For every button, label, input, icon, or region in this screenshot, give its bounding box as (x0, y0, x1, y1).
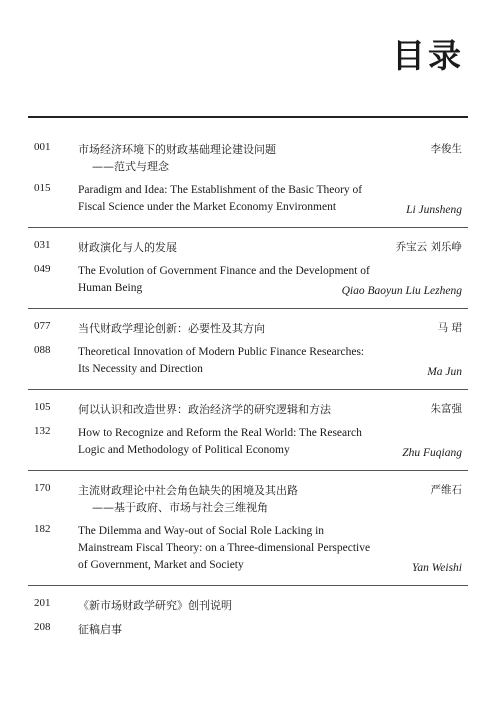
author-name: 严维石 (430, 484, 462, 496)
entry-title-line: How to Recognize and Reform the Real World: The Research (78, 427, 362, 439)
toc-group (28, 389, 468, 470)
page-number: 049 (34, 263, 51, 275)
entry-title-line: Human Being (78, 282, 143, 294)
author-name: Qiao Baoyun Liu Lezheng (341, 285, 462, 297)
author-name: 朱富强 (430, 403, 462, 415)
entry-title-line: 主流财政理论中社会角色缺失的困境及其出路 (78, 484, 298, 497)
toc-entry[interactable] (28, 523, 468, 574)
entry-title-line: ——范式与理念 (92, 160, 169, 173)
toc-entry[interactable] (28, 621, 468, 638)
page-number: 170 (34, 482, 51, 494)
title-divider (28, 116, 468, 118)
author-name: Ma Jun (427, 366, 462, 378)
toc-group (28, 470, 468, 585)
author-name: 李俊生 (430, 143, 462, 155)
page-number: 105 (34, 401, 51, 413)
toc-entry[interactable] (28, 320, 468, 337)
toc-entry[interactable] (28, 141, 468, 175)
entry-title-line: The Evolution of Government Finance and the Development of (78, 265, 370, 277)
page-number: 201 (34, 597, 51, 609)
page-number: 132 (34, 425, 51, 437)
entry-title-line: Its Necessity and Direction (78, 363, 203, 375)
table-of-contents (28, 130, 468, 649)
toc-entry[interactable] (28, 344, 468, 378)
entry-title-line: Theoretical Innovation of Modern Public Finance Researches: (78, 346, 365, 358)
entry-title-line: Paradigm and Idea: The Establishment of the Basic Theory of (78, 184, 363, 196)
page-number: 088 (34, 344, 51, 356)
toc-entry[interactable] (28, 597, 468, 614)
author-name: Yan Weishi (412, 562, 462, 574)
entry-title-line: 《新市场财政学研究》创刊说明 (78, 599, 232, 612)
toc-entry[interactable] (28, 263, 468, 297)
page-title: 目录 (392, 36, 464, 75)
page-number: 208 (34, 621, 51, 633)
entry-title-line: 财政演化与人的发展 (78, 241, 177, 254)
toc-entry[interactable] (28, 482, 468, 516)
page-number: 077 (34, 320, 51, 332)
entry-title-line: Fiscal Science under the Market Economy Environment (78, 201, 337, 213)
toc-entry[interactable] (28, 401, 468, 418)
page-number: 031 (34, 239, 51, 251)
author-name: 乔宝云 刘乐峥 (395, 241, 462, 253)
toc-group (28, 585, 468, 649)
entry-title-line: 当代财政学理论创新：必要性及其方向 (78, 322, 265, 335)
entry-title-line: 征稿启事 (78, 623, 122, 636)
entry-title-line: The Dilemma and Way-out of Social Role Lacking in (78, 525, 325, 537)
toc-entry[interactable] (28, 239, 468, 256)
entry-title-line: 何以认识和改造世界：政治经济学的研究逻辑和方法 (78, 403, 331, 416)
entry-title-line: Logic and Methodology of Political Economy (78, 444, 290, 456)
page-number: 182 (34, 523, 51, 535)
page-number: 001 (34, 141, 51, 153)
entry-title-line: of Government, Market and Society (78, 559, 244, 571)
toc-entry[interactable] (28, 182, 468, 216)
toc-group (28, 308, 468, 389)
toc-entry[interactable] (28, 425, 468, 459)
author-name: 马 珺 (437, 322, 462, 334)
author-name: Li Junsheng (406, 204, 462, 216)
entry-title-line: ——基于政府、市场与社会三维视角 (92, 501, 268, 514)
entry-title-line: Mainstream Fiscal Theory: on a Three-dimensional Perspective (78, 542, 371, 554)
page-number: 015 (34, 182, 51, 194)
toc-group (28, 130, 468, 227)
author-name: Zhu Fuqiang (402, 447, 462, 459)
entry-title-line: 市场经济环境下的财政基础理论建设问题 (78, 143, 276, 156)
toc-group (28, 227, 468, 308)
